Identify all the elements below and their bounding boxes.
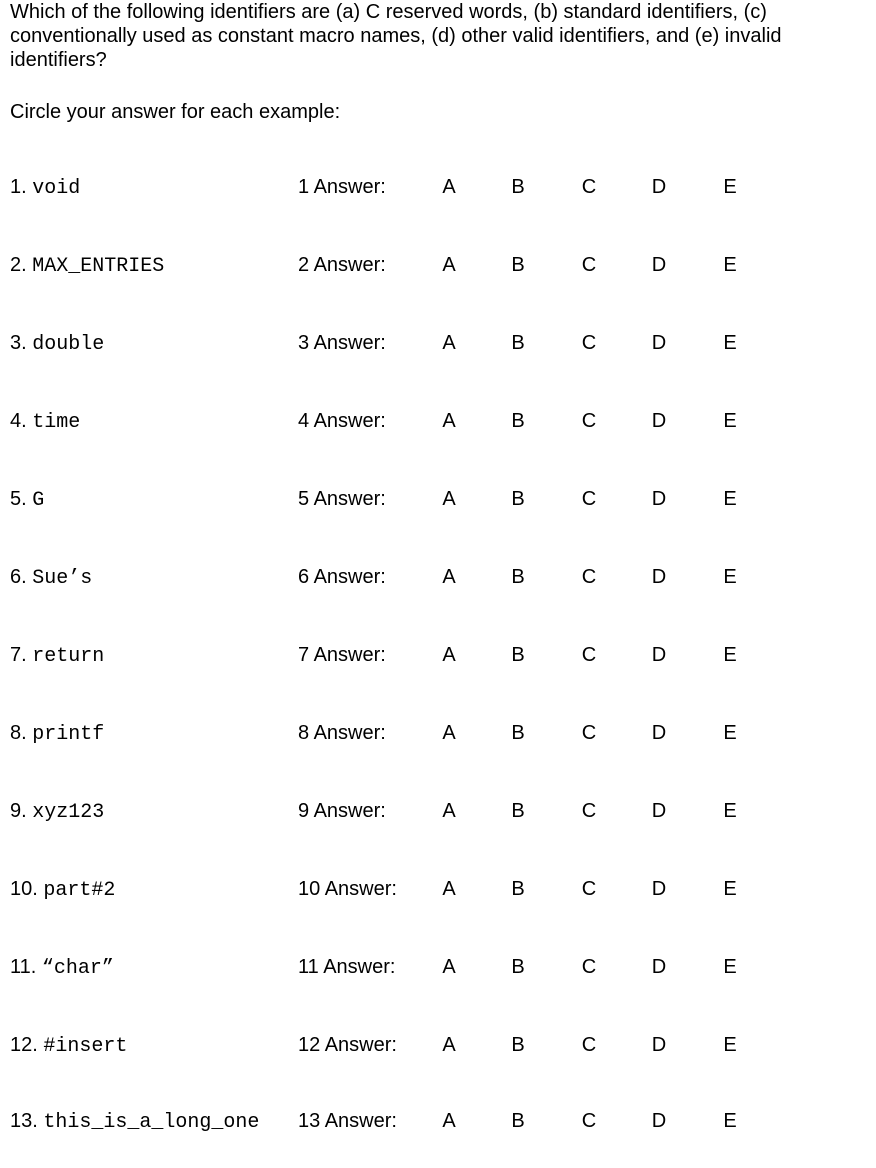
choice-option-c[interactable]: C (581, 956, 597, 978)
choice-option-a[interactable]: A (442, 644, 456, 666)
identifier-code: xyz123 (32, 801, 105, 824)
choice-option-e[interactable]: E (723, 644, 737, 666)
choice-option-c[interactable]: C (581, 722, 597, 744)
choice-option-e[interactable]: E (723, 878, 737, 900)
item-number: 10. (10, 878, 38, 900)
identifier-code: return (32, 645, 105, 668)
identifier-item (10, 952, 114, 984)
item-number: 9. (10, 800, 27, 822)
choice-option-a[interactable]: A (442, 410, 456, 432)
question-text: Which of the following identifiers are (a) C reserved words, (b) standard identifiers, (c) conventionally used as constant macro names, (d) other valid identifiers, and (e) invalid identifiers? (10, 1, 782, 71)
identifier-item (10, 172, 80, 204)
choice-option-d[interactable]: D (651, 410, 667, 432)
answer-row (0, 874, 876, 904)
choice-option-d[interactable]: D (651, 1110, 667, 1132)
item-number: 7. (10, 644, 27, 666)
choice-option-b[interactable]: B (511, 566, 525, 588)
choice-option-d[interactable]: D (651, 566, 667, 588)
identifier-code: part#2 (43, 879, 116, 902)
choice-option-d[interactable]: D (651, 254, 667, 276)
choice-option-e[interactable]: E (723, 1110, 737, 1132)
choice-option-d[interactable]: D (651, 332, 667, 354)
choice-option-a[interactable]: A (442, 1034, 456, 1056)
answer-label: 4 Answer: (298, 410, 386, 432)
identifier-item (10, 1030, 127, 1062)
answer-label: 13 Answer: (298, 1110, 397, 1132)
identifier-code: void (32, 177, 81, 200)
instruction-text: Circle your answer for each example: (10, 101, 341, 123)
answer-row (0, 484, 876, 514)
item-number: 13. (10, 1110, 38, 1132)
answer-label: 2 Answer: (298, 254, 386, 276)
answer-label: 8 Answer: (298, 722, 386, 744)
choice-option-e[interactable]: E (723, 722, 737, 744)
answer-row (0, 562, 876, 592)
choice-option-e[interactable]: E (723, 410, 737, 432)
choice-option-c[interactable]: C (581, 254, 597, 276)
choice-option-c[interactable]: C (581, 410, 597, 432)
choice-option-d[interactable]: D (651, 644, 667, 666)
choice-option-c[interactable]: C (581, 1110, 597, 1132)
choice-option-c[interactable]: C (581, 566, 597, 588)
choice-option-d[interactable]: D (651, 878, 667, 900)
choice-option-e[interactable]: E (723, 1034, 737, 1056)
choice-option-e[interactable]: E (723, 176, 737, 198)
choice-option-b[interactable]: B (511, 332, 525, 354)
identifier-code: #insert (43, 1035, 128, 1058)
choice-option-d[interactable]: D (651, 956, 667, 978)
choice-option-b[interactable]: B (511, 1034, 525, 1056)
choice-option-c[interactable]: C (581, 644, 597, 666)
item-number: 11. (10, 956, 37, 978)
choice-option-a[interactable]: A (442, 956, 456, 978)
identifier-code: printf (32, 723, 105, 746)
identifier-item (10, 484, 44, 516)
item-number: 1. (10, 176, 27, 198)
answer-label: 12 Answer: (298, 1034, 397, 1056)
choice-option-b[interactable]: B (511, 488, 525, 510)
answer-label: 7 Answer: (298, 644, 386, 666)
answer-row (0, 640, 876, 670)
identifier-item (10, 718, 104, 750)
choice-option-b[interactable]: B (511, 410, 525, 432)
choice-option-d[interactable]: D (651, 176, 667, 198)
choice-option-d[interactable]: D (651, 488, 667, 510)
answer-label: 1 Answer: (298, 176, 386, 198)
item-number: 2. (10, 254, 27, 276)
answer-label: 9 Answer: (298, 800, 386, 822)
choice-option-a[interactable]: A (442, 722, 456, 744)
answer-label: 10 Answer: (298, 878, 397, 900)
identifier-item (10, 796, 104, 828)
choice-option-b[interactable]: B (511, 722, 525, 744)
answer-row (0, 718, 876, 748)
identifier-item (10, 250, 164, 282)
identifier-item (10, 1106, 259, 1138)
choice-option-c[interactable]: C (581, 332, 597, 354)
choice-option-e[interactable]: E (723, 332, 737, 354)
choice-option-a[interactable]: A (442, 332, 456, 354)
choice-option-b[interactable]: B (511, 254, 525, 276)
choice-option-e[interactable]: E (723, 566, 737, 588)
choice-option-c[interactable]: C (581, 800, 597, 822)
identifier-code: MAX_ENTRIES (32, 255, 165, 278)
choice-option-a[interactable]: A (442, 800, 456, 822)
choice-option-a[interactable]: A (442, 488, 456, 510)
identifier-code: time (32, 411, 81, 434)
answer-row (0, 328, 876, 358)
choice-option-e[interactable]: E (723, 254, 737, 276)
choice-option-b[interactable]: B (511, 176, 525, 198)
item-number: 3. (10, 332, 27, 354)
choice-option-a[interactable]: A (442, 878, 456, 900)
answer-label: 11 Answer: (298, 956, 396, 978)
identifier-code: “char” (41, 957, 114, 980)
answer-row (0, 172, 876, 202)
identifier-item (10, 874, 115, 906)
answer-label: 6 Answer: (298, 566, 386, 588)
answer-row (0, 796, 876, 826)
choice-option-a[interactable]: A (442, 1110, 456, 1132)
choice-option-a[interactable]: A (442, 254, 456, 276)
choice-option-d[interactable]: D (651, 722, 667, 744)
choice-option-a[interactable]: A (442, 176, 456, 198)
choice-option-c[interactable]: C (581, 1034, 597, 1056)
choice-option-b[interactable]: B (511, 800, 525, 822)
answer-row (0, 952, 876, 982)
choice-option-a[interactable]: A (442, 566, 456, 588)
choice-option-d[interactable]: D (651, 1034, 667, 1056)
identifier-code: this_is_a_long_one (43, 1111, 260, 1134)
answer-row (0, 1106, 876, 1136)
choice-option-c[interactable]: C (581, 878, 597, 900)
identifier-item (10, 640, 104, 672)
choice-option-b[interactable]: B (511, 644, 525, 666)
choice-option-e[interactable]: E (723, 800, 737, 822)
choice-option-c[interactable]: C (581, 488, 597, 510)
item-number: 8. (10, 722, 27, 744)
identifier-item (10, 328, 104, 360)
answer-label: 3 Answer: (298, 332, 386, 354)
choice-option-e[interactable]: E (723, 956, 737, 978)
choice-option-b[interactable]: B (511, 1110, 525, 1132)
item-number: 12. (10, 1034, 38, 1056)
identifier-item (10, 406, 80, 438)
item-number: 5. (10, 488, 27, 510)
identifier-item (10, 562, 92, 594)
item-number: 6. (10, 566, 27, 588)
choice-option-b[interactable]: B (511, 878, 525, 900)
answer-row (0, 250, 876, 280)
choice-option-d[interactable]: D (651, 800, 667, 822)
identifier-code: Sue’s (32, 567, 93, 590)
choice-option-e[interactable]: E (723, 488, 737, 510)
choice-option-b[interactable]: B (511, 956, 525, 978)
choice-option-c[interactable]: C (581, 176, 597, 198)
identifier-code: double (32, 333, 105, 356)
answer-label: 5 Answer: (298, 488, 386, 510)
item-number: 4. (10, 410, 27, 432)
identifier-code: G (32, 489, 45, 512)
answer-row (0, 406, 876, 436)
answer-row (0, 1030, 876, 1060)
